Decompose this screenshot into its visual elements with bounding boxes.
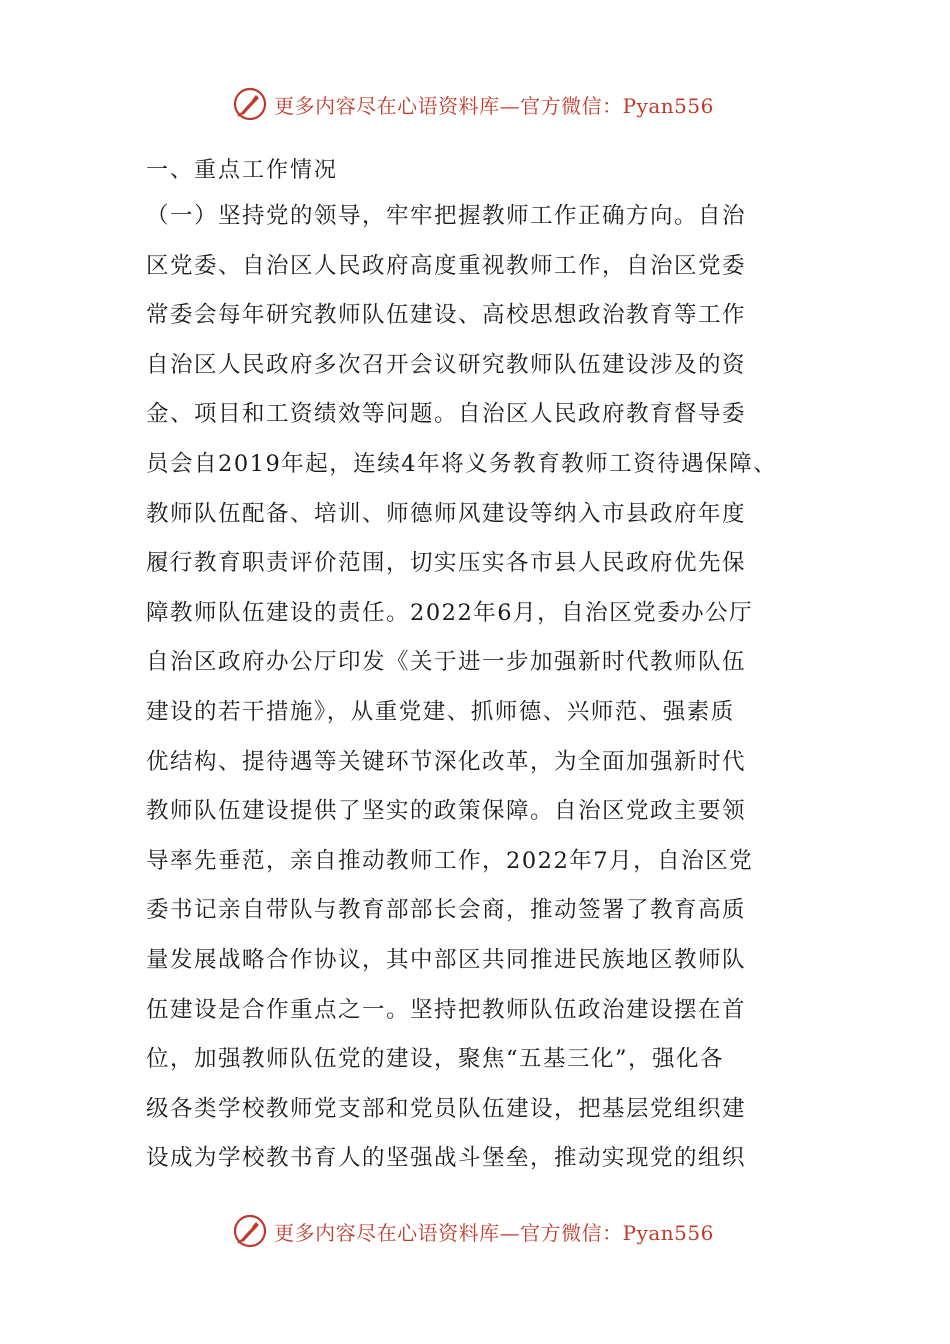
paragraph-line: 履行教育职责评价范围，切实压实各市县人民政府优先保	[146, 550, 747, 577]
paragraph-line: 设成为学校教书育人的坚强战斗堡垒，推动实现党的组织	[146, 1145, 747, 1172]
paragraph-line: 量发展战略合作协议，其中部区共同推进民族地区教师队	[146, 946, 747, 973]
paragraph-line: 区党委、自治区人民政府高度重视教师工作，自治区党委	[146, 252, 747, 279]
paragraph-line: 级各类学校教师党支部和党员队伍建设，把基层党组织建	[146, 1095, 747, 1122]
watermark-banner-top	[0, 84, 950, 124]
paragraph-line: 委书记亲自带队与教育部部长会商，推动签署了教育高质	[146, 897, 747, 924]
paragraph-line: 导率先垂范，亲自推动教师工作，2022年7月，自治区党	[146, 847, 754, 874]
paragraph-line: 教师队伍配备、培训、师德师风建设等纳入市县政府年度	[146, 500, 747, 527]
paragraph-line: 自治区人民政府多次召开会议研究教师队伍建设涉及的资	[146, 351, 747, 378]
section-heading: 一、重点工作情况	[146, 158, 339, 183]
paragraph-line: 员会自2019年起，连续4年将义务教育教师工资待遇保障、	[146, 450, 778, 477]
paragraph-line: 建设的若干措施》，从重党建、抓师德、兴师范、强素质	[146, 698, 735, 725]
watermark-text-top: 更多内容尽在心语资料库—官方微信：Pyan556	[274, 93, 714, 118]
paragraph-line: 障教师队伍建设的责任。2022年6月，自治区党委办公厅	[146, 599, 754, 626]
quill-pen-logo-icon	[232, 86, 268, 122]
paragraph-line: 自治区政府办公厅印发《关于进一步加强新时代教师队伍	[146, 649, 747, 676]
paragraph-line: 伍建设是合作重点之一。坚持把教师队伍政治建设摆在首	[146, 996, 747, 1023]
paragraph-line: 优结构、提待遇等关键环节深化改革，为全面加强新时代	[146, 748, 747, 775]
document-body	[146, 150, 836, 1184]
watermark-banner-bottom	[0, 1211, 950, 1251]
watermark-text-bottom: 更多内容尽在心语资料库—官方微信：Pyan556	[274, 1220, 714, 1245]
paragraph-line: （一）坚持党的领导，牢牢把握教师工作正确方向。自治	[146, 203, 747, 229]
paragraph-line: 位，加强教师队伍党的建设，聚焦“五基三化”，强化各	[146, 1046, 725, 1073]
quill-pen-logo-icon	[232, 1213, 268, 1249]
paragraph-line: 教师队伍建设提供了坚实的政策保障。自治区党政主要领	[146, 798, 747, 825]
paragraph-line: 金、项目和工资绩效等问题。自治区人民政府教育督导委	[146, 401, 747, 428]
paragraph-line: 常委会每年研究教师队伍建设、高校思想政治教育等工作	[146, 302, 747, 329]
